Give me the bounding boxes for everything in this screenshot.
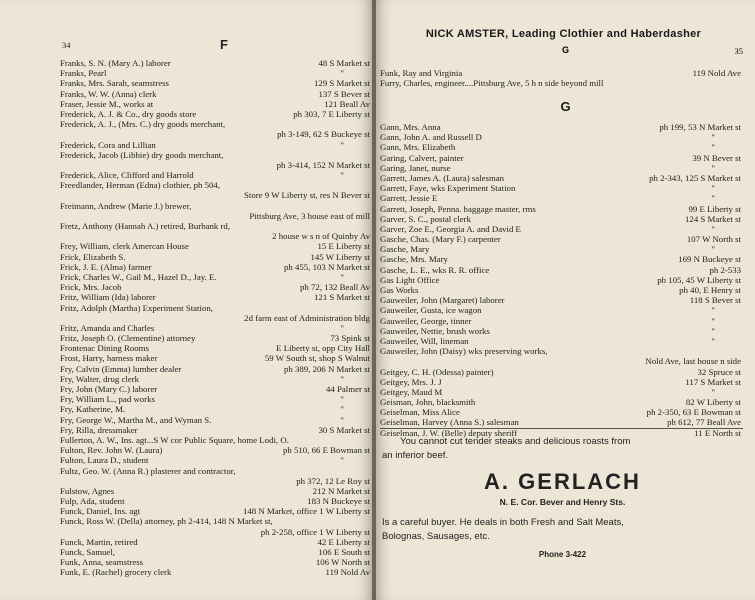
entry-name: Fry, Calvin (Emma) lumber dealer: [60, 363, 182, 374]
page-banner: NICK AMSTER, Leading Clothier and Haberdasher: [425, 28, 702, 40]
entry-address: 59 W South st, shop S Walnut: [264, 353, 370, 364]
directory-entry: [380, 78, 743, 88]
entry-name: Freimann, Andrew (Marie J.) brewer,: [60, 200, 192, 211]
directory-entry: [60, 221, 372, 231]
entry-name: Frederick, Cora and Lillian: [60, 139, 156, 150]
directory-entry: [380, 204, 743, 214]
directory-entry: [60, 109, 372, 119]
entry-address: 106 W North st: [315, 557, 370, 568]
directory-entry: [60, 262, 372, 272]
entry-name: Fry, John (Mary C.) laborer: [60, 384, 158, 394]
directory-entry: [60, 394, 372, 404]
entry-name: Fry, Walter, drug clerk: [60, 373, 140, 384]
entry-name: Gauweiler, John (Margaret) laborer: [380, 295, 505, 306]
entry-address: ph 2-258, office 1 W Liberty st: [260, 526, 370, 537]
directory-entry: [60, 557, 372, 567]
directory-entry: [60, 435, 372, 445]
directory-entry: [380, 153, 743, 163]
right-page-number: 35: [734, 46, 743, 56]
entry-address: 44 Palmer st: [326, 384, 370, 394]
entry-name: Geisman, John, blacksmith: [380, 397, 476, 408]
directory-entry: [60, 516, 372, 526]
entry-name: Gas Light Office: [380, 274, 440, 285]
divider-rule: [380, 428, 743, 429]
entry-name: Franks, W. W. (Anna) clerk: [60, 88, 157, 99]
entry-address: 11 E North st: [694, 427, 741, 438]
entry-name: Geiselman, J. W. (Belle) deputy sheriff: [380, 427, 518, 438]
entry-name: Fulp, Ada, student: [60, 496, 125, 507]
entry-name: Geiselman, Miss Alice: [380, 407, 460, 418]
entry-address: 124 S Market st: [685, 213, 741, 224]
directory-entry: [60, 190, 372, 200]
directory-entry: [60, 476, 372, 486]
entry-address: 119 Nold Ave: [692, 68, 741, 78]
directory-entry: [60, 201, 372, 211]
directory-entry: [60, 384, 372, 394]
entry-name: Fulton, Laura D., student: [60, 455, 149, 466]
entry-name: Frick, J. E. (Alma) farmer: [60, 261, 152, 272]
ad-business-name: A. GERLACH: [484, 469, 641, 494]
entry-address: 99 E Liberty st: [688, 203, 741, 214]
entry-address: ph 372, 12 Le Roy st: [296, 475, 370, 486]
section-letter: G: [560, 99, 571, 114]
directory-entry: [60, 58, 372, 68]
entry-name: Fry, William L., pad works: [60, 394, 155, 405]
directory-entry: [60, 404, 372, 414]
directory-entry: [380, 183, 743, 193]
entry-name: Garrett, Joseph, Penna. baggage master, rms: [380, 203, 536, 214]
entry-name: Frick, Elizabeth S.: [60, 251, 126, 262]
entry-address: 42 E Liberty st: [317, 536, 370, 547]
entry-name: Frederick, A. J., (Mrs. C.) dry goods merchant,: [60, 119, 226, 130]
entry-name: Gauweiler, Nettie, brush works: [380, 325, 490, 336]
directory-entry: [380, 377, 743, 387]
entry-address: ": [711, 183, 715, 194]
directory-entry: [380, 356, 743, 366]
entry-address: ": [340, 373, 344, 384]
ad-line-2: an inferior beef.: [382, 450, 449, 461]
right-entry-list: [380, 122, 743, 438]
entry-address: ": [340, 322, 344, 333]
entry-address: 2d farm east of Administration bldg: [244, 312, 370, 323]
ad-phone: Phone 3-422: [538, 550, 587, 559]
entry-address: ": [711, 315, 715, 326]
entry-name: Fritz, Joseph O. (Clementine) attorney: [60, 333, 196, 344]
entry-name: Frontenac Dining Rooms: [60, 343, 149, 354]
directory-entry: [60, 466, 372, 476]
directory-entry: [60, 119, 372, 129]
directory-entry: [380, 336, 743, 346]
directory-entry: [60, 78, 372, 88]
entry-address: ph 40, E Henry st: [679, 285, 741, 295]
entry-address: 148 N Market, office 1 W Liberty st: [242, 506, 370, 517]
entry-name: Frost, Harry, harness maker: [60, 353, 158, 364]
entry-address: ph 389, 206 N Market st: [283, 363, 370, 374]
directory-entry: [380, 224, 743, 234]
entry-address: ph 105, 45 W Liberty st: [657, 274, 741, 285]
entry-address: ph 72, 132 Beall Av: [300, 282, 370, 293]
entry-address: 30 S Market st: [318, 424, 370, 435]
left-page-number: 34: [62, 40, 71, 50]
entry-address: ph 2-533: [709, 264, 741, 275]
entry-address: 82 W Liberty st: [685, 397, 741, 408]
entry-address: ": [340, 404, 344, 415]
directory-entry: [60, 292, 372, 302]
entry-name: Gann, John A. and Russell D: [380, 132, 482, 143]
entry-address: ph 3-149, 62 S Buckeye st: [277, 129, 370, 140]
entry-name: Garrett, James A. (Laura) salesman: [380, 172, 505, 183]
ad-line-3: Is a careful buyer. He deals in both Fresh and Salt Meats,: [382, 517, 624, 528]
left-page: [0, 0, 372, 600]
entry-address: 212 N Market st: [312, 485, 370, 496]
directory-entry: [60, 170, 372, 180]
entry-name: Gas Works: [380, 285, 419, 295]
entry-name: Garing, Janet, nurse: [380, 162, 451, 173]
entry-address: ": [340, 394, 344, 405]
entry-name: Fulstow, Agnes: [60, 485, 115, 496]
directory-entry: [60, 445, 372, 455]
entry-address: 137 S Bever st: [318, 88, 370, 99]
entry-address: ph 199, 53 N Market st: [659, 122, 741, 132]
directory-entry: [60, 343, 372, 353]
entry-name: Fraser, Jessie M., works at: [60, 98, 154, 109]
entry-address: Store 9 W Liberty st, res N Bever st: [244, 190, 370, 201]
entry-address: ph 612, 77 Beall Ave: [667, 417, 741, 428]
entry-address: Nold Ave, last house n side: [645, 356, 741, 367]
entry-address: 15 E Liberty st: [317, 241, 370, 252]
entry-name: Gauweiler, Will, lineman: [380, 335, 469, 346]
entry-name: Fultz, Geo. W. (Anna R.) plasterer and contractor,: [60, 465, 236, 476]
entry-address: ": [340, 414, 344, 425]
entry-name: Franks, Mrs. Sarah, seamstress: [60, 78, 169, 89]
entry-address: ": [711, 223, 715, 234]
entry-address: 117 S Market st: [685, 376, 741, 387]
entry-name: Funk, Anna, seamstress: [60, 557, 144, 568]
entry-name: Gann, Mrs. Elizabeth: [380, 142, 456, 153]
ad-address: N. E. Cor. Bever and Henry Sts.: [499, 497, 626, 507]
entry-name: Frick, Mrs. Jacob: [60, 282, 122, 293]
entry-name: Garver, Zoe E., Georgia A. and David E: [380, 223, 521, 234]
ad-line-1: You cannot cut tender steaks and delicious roasts from: [400, 436, 631, 447]
directory-entry: [60, 231, 372, 241]
entry-name: Frederick, A. J. & Co., dry goods store: [60, 108, 197, 119]
entry-address: Pittsburg Ave, 3 house east of mill: [249, 210, 370, 221]
directory-entry: [380, 387, 743, 397]
directory-entry: [380, 193, 743, 203]
entry-address: 106 E South st: [318, 547, 370, 557]
entry-name: Franks, Pearl: [60, 68, 107, 79]
directory-entry: [60, 272, 372, 282]
directory-entry: [380, 68, 743, 78]
advertisement: [382, 436, 743, 559]
entry-address: ": [340, 139, 344, 150]
left-page-letter: F: [220, 37, 228, 52]
directory-entry: [380, 163, 743, 173]
entry-name: Frey, William, clerk Amercan House: [60, 241, 189, 252]
entry-address: ": [711, 162, 715, 173]
entry-address: 183 N Buckeye st: [307, 496, 370, 507]
entry-name: Garver, S. C., postal clerk: [380, 213, 472, 224]
directory-entry: [60, 415, 372, 425]
directory-entry: [380, 295, 743, 305]
ad-line-4: Bolognas, Sausages, etc.: [382, 531, 490, 542]
entry-name: Fullerton, A. W., Ins. agt...S W cor Public Square, home Lodi, O.: [60, 434, 289, 445]
entry-address: ": [340, 170, 344, 181]
directory-entry: [380, 244, 743, 254]
entry-name: Gauweiler, Gusta, ice wagon: [380, 305, 482, 316]
directory-entry: [60, 333, 372, 343]
directory-entry: [60, 527, 372, 537]
entry-name: Funk, E. (Rachel) grocery clerk: [60, 567, 172, 578]
entry-name: Gann, Mrs. Anna: [380, 122, 441, 132]
entry-address: ph 455, 103 N Market st: [283, 261, 370, 272]
directory-entry: [380, 265, 743, 275]
entry-name: Geitgey, Maud M: [380, 386, 443, 397]
directory-entry: [380, 305, 743, 315]
entry-name: Funck, Samuel,: [60, 547, 115, 557]
entry-address: ": [340, 271, 344, 282]
entry-address: E Liberty st, opp City Hall: [276, 343, 370, 354]
directory-entry: [380, 132, 743, 142]
entry-name: Frick, Charles W., Gail M., Hazel D., Jay. E.: [60, 271, 217, 282]
entry-address: ph 3-414, 152 N Market st: [276, 159, 370, 170]
directory-entry: [380, 234, 743, 244]
directory-entry: [60, 313, 372, 323]
directory-entry: [380, 275, 743, 285]
entry-name: Gauweiler, George, tinner: [380, 315, 472, 326]
entry-name: Gasche, Mary: [380, 244, 430, 255]
entry-address: ph 303, 7 E Liberty st: [293, 108, 370, 119]
entry-address: ph 2-350, 63 E Bowman st: [646, 407, 741, 418]
entry-name: Funck, Ross W. (Della) attorney, ph 2-414, 148 N Market st,: [60, 516, 273, 527]
entry-name: Fritz, Amanda and Charles: [60, 322, 155, 333]
directory-entry: [380, 407, 743, 417]
directory-entry: [60, 140, 372, 150]
directory-entry: [60, 68, 372, 78]
directory-entry: [380, 316, 743, 326]
right-page-letter: G: [561, 45, 569, 55]
directory-entry: [60, 241, 372, 251]
entry-address: ": [711, 305, 715, 316]
entry-name: Frederick, Alice, Clifford and Harrold: [60, 170, 194, 181]
entry-address: ": [340, 455, 344, 466]
entry-address: 73 Spink st: [330, 333, 370, 344]
entry-name: Geitgey, C. H. (Odessa) painter): [380, 366, 494, 377]
entry-address: ": [340, 68, 344, 79]
entry-name: Funck, Martin, retired: [60, 536, 138, 547]
entry-address: ": [711, 386, 715, 397]
entry-name: Gauweiler, John (Daisy) wks preserving works,: [380, 346, 548, 357]
entry-address: ": [711, 193, 715, 204]
directory-entry: [60, 211, 372, 221]
directory-entry: [60, 150, 372, 160]
entry-address: ": [711, 132, 715, 143]
entry-address: 39 N Bever st: [692, 152, 741, 163]
entry-name: Fretz, Anthony (Hannah A.) retired, Burbank rd,: [60, 221, 231, 231]
directory-entry: [60, 89, 372, 99]
entry-address: ": [711, 325, 715, 336]
directory-entry: [60, 506, 372, 516]
entry-address: 121 Beall Av: [324, 98, 370, 109]
entry-address: ": [711, 142, 715, 153]
entry-address: 2 house w s n of Quinby Av: [272, 231, 370, 242]
entry-address: 145 W Liberty st: [310, 251, 370, 262]
directory-entry: [60, 282, 372, 292]
directory-entry: [60, 486, 372, 496]
directory-entry: [380, 397, 743, 407]
entry-name: Garrett, Jessie E: [380, 193, 438, 204]
right-entry-list-top: [380, 68, 743, 88]
entry-address: ph 2-343, 125 S Market st: [649, 172, 741, 183]
directory-entry: [60, 374, 372, 384]
directory-entry: [380, 285, 743, 295]
directory-entry: [60, 160, 372, 170]
entry-name: Gasche, Chas. (Mary F.) carpenter: [380, 234, 501, 245]
entry-address: 118 S Bever st: [689, 295, 741, 306]
entry-name: Fry, Rilla, dressmaker: [60, 424, 138, 435]
directory-entry: [380, 214, 743, 224]
entry-address: 119 Nold Av: [325, 567, 370, 578]
entry-name: Fritz, William (Ida) laborer: [60, 292, 156, 303]
directory-entry: [60, 425, 372, 435]
entry-name: Garrett, Faye, wks Experiment Station: [380, 183, 516, 194]
directory-entry: [60, 567, 372, 577]
directory-entry: [60, 129, 372, 139]
directory-entry: [380, 346, 743, 356]
entry-name: Funck, Daniel, Ins. agt: [60, 506, 141, 517]
entry-address: 32 Spruce st: [697, 366, 741, 377]
entry-name: Gasche, L. E., wks R. R. office: [380, 264, 490, 275]
directory-entry: [380, 142, 743, 152]
entry-address: ": [711, 335, 715, 346]
directory-entry: [60, 537, 372, 547]
left-entry-list: [60, 58, 372, 578]
entry-address: 121 S Market st: [314, 292, 370, 303]
entry-address: 107 W North st: [686, 234, 741, 245]
entry-address: 169 N Buckeye st: [678, 254, 741, 265]
entry-address: 129 S Market st: [314, 78, 370, 89]
entry-name: Fry, George W., Martha M., and Wyman S.: [60, 414, 212, 425]
directory-entry: [60, 353, 372, 363]
directory-entry: [380, 417, 743, 427]
directory-entry: [380, 254, 743, 264]
entry-address: 48 S Market st: [318, 58, 370, 68]
entry-name: Gasche, Mrs. Mary: [380, 254, 448, 265]
directory-entry: [60, 455, 372, 465]
directory-entry: [60, 547, 372, 557]
directory-entry: [60, 303, 372, 313]
entry-name: Furry, Charles, engineer....Pittsburg Ave, 5 h n side beyond mill: [380, 78, 604, 89]
entry-name: Freedlander, Herman (Edna) clothier, ph 504,: [60, 180, 221, 191]
entry-name: Fritz, Adolph (Martha) Experiment Station,: [60, 302, 213, 313]
directory-entry: [380, 122, 743, 132]
entry-address: ph 510, 66 E Bowman st: [283, 445, 370, 456]
directory-entry: [60, 99, 372, 109]
directory-entry: [380, 367, 743, 377]
directory-entry: [60, 323, 372, 333]
directory-entry: [60, 496, 372, 506]
entry-name: Fulton, Rev. John W. (Laura): [60, 445, 163, 456]
entry-name: Garing, Calvert, painter: [380, 152, 464, 163]
entry-address: ": [711, 244, 715, 255]
entry-name: Fry, Katherine, M.: [60, 404, 126, 415]
entry-name: Geiselman, Harvey (Anna S.) salesman: [380, 417, 519, 428]
entry-name: Frederick, Jacob (Libbie) dry goods merchant,: [60, 149, 224, 160]
directory-entry: [60, 180, 372, 190]
directory-entry: [380, 173, 743, 183]
entry-name: Franks, S. N. (Mary A.) laborer: [60, 58, 171, 68]
right-page: [376, 0, 755, 600]
directory-entry: [60, 252, 372, 262]
directory-entry: [380, 326, 743, 336]
entry-name: Geitgey, Mrs. J. J: [380, 376, 442, 387]
entry-name: Funk, Ray and Virginia: [380, 68, 463, 78]
directory-entry: [60, 364, 372, 374]
